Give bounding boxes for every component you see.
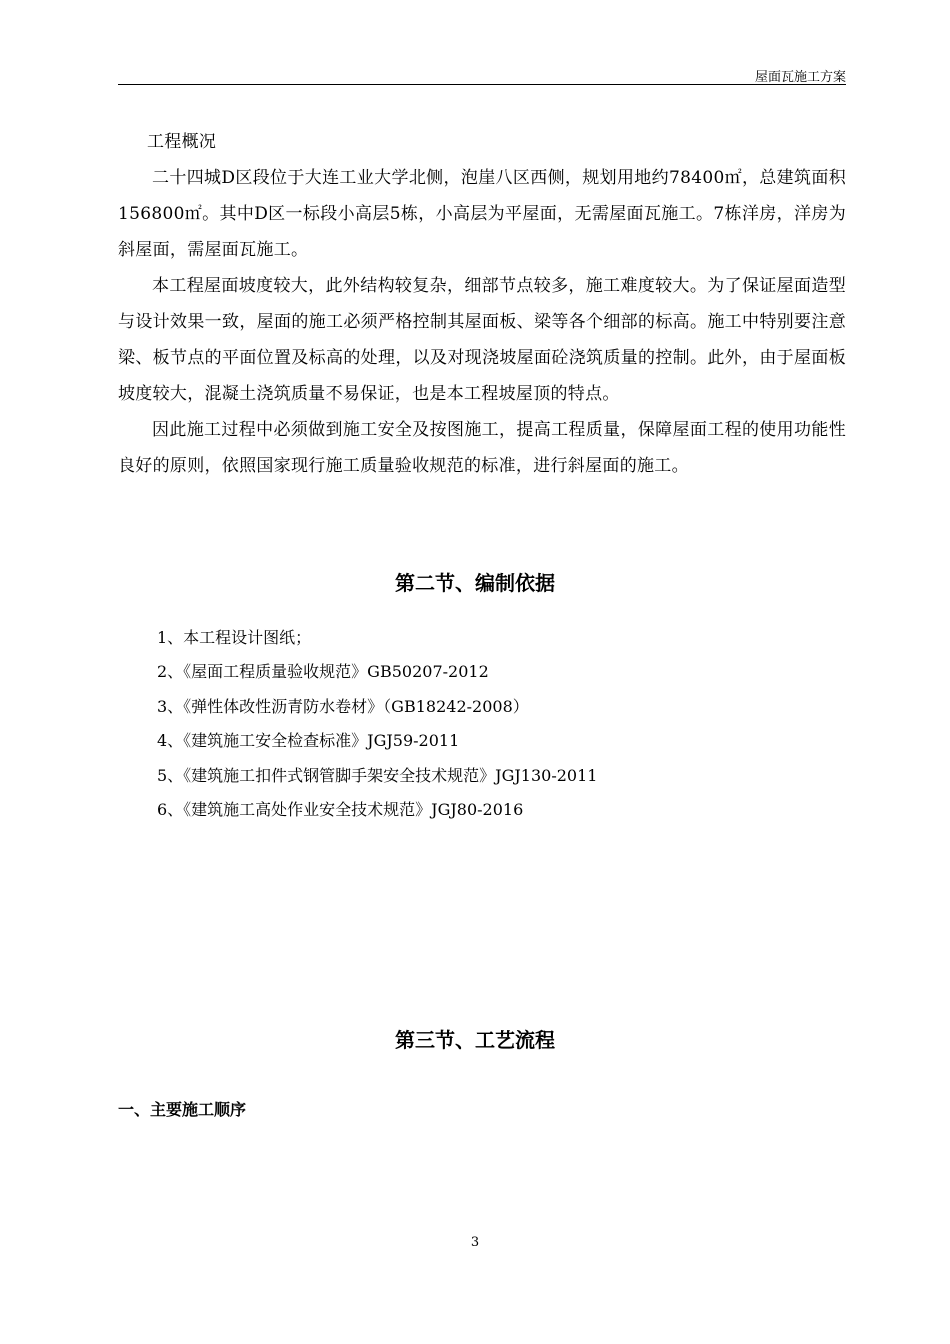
list-item: 3、《弹性体改性沥青防水卷材》（GB18242-2008） xyxy=(157,696,529,716)
section-3-subheading: 一、主要施工顺序 xyxy=(118,1100,247,1119)
reference-list xyxy=(157,626,597,832)
list-item: 4、《建筑施工安全检查标准》JGJ59-2011 xyxy=(157,731,460,751)
header-divider xyxy=(118,84,846,85)
list-item: 2、《屋面工程质量验收规范》GB50207-2012 xyxy=(157,662,489,682)
section-2-title: 第二节、编制依据 xyxy=(395,571,555,595)
overview-paragraph-3: 因此施工过程中必须做到施工安全及按图施工，提高工程质量，保障屋面工程的使用功能性良好的原则，依照国家现行施工质量验收规范的标准，进行斜屋面的施工。 xyxy=(118,420,846,476)
overview-heading: 工程概况 xyxy=(147,132,217,152)
list-item: 6、《建筑施工高处作业安全技术规范》JGJ80-2016 xyxy=(157,799,524,819)
overview-paragraph-1: 二十四城D区段位于大连工业大学北侧，泡崖八区西侧，规划用地约78400㎡，总建筑面积156800㎡。其中D区一标段小高层5栋，小高层为平屋面，无需屋面瓦施工。7栋洋房，洋房为斜屋面，需屋面瓦施工。 xyxy=(118,168,846,260)
list-item: 5、《建筑施工扣件式钢管脚手架安全技术规范》JGJ130-2011 xyxy=(157,765,598,785)
overview-paragraph-2: 本工程屋面坡度较大，此外结构较复杂，细部节点较多，施工难度较大。为了保证屋面造型与设计效果一致，屋面的施工必须严格控制其屋面板、梁等各个细部的标高。施工中特别要注意梁、板节点的平面位置及标高的处理，以及对现浇坡屋面砼浇筑质量的控制。此外，由于屋面板坡度较大，混凝土浇筑质量不易保证，也是本工程坡屋顶的特点。 xyxy=(118,276,846,404)
list-item: 1、本工程设计图纸； xyxy=(157,628,312,647)
running-header: 屋面瓦施工方案 xyxy=(754,70,846,85)
page-number: 3 xyxy=(470,1235,480,1250)
section-3-title: 第三节、工艺流程 xyxy=(395,1028,555,1052)
